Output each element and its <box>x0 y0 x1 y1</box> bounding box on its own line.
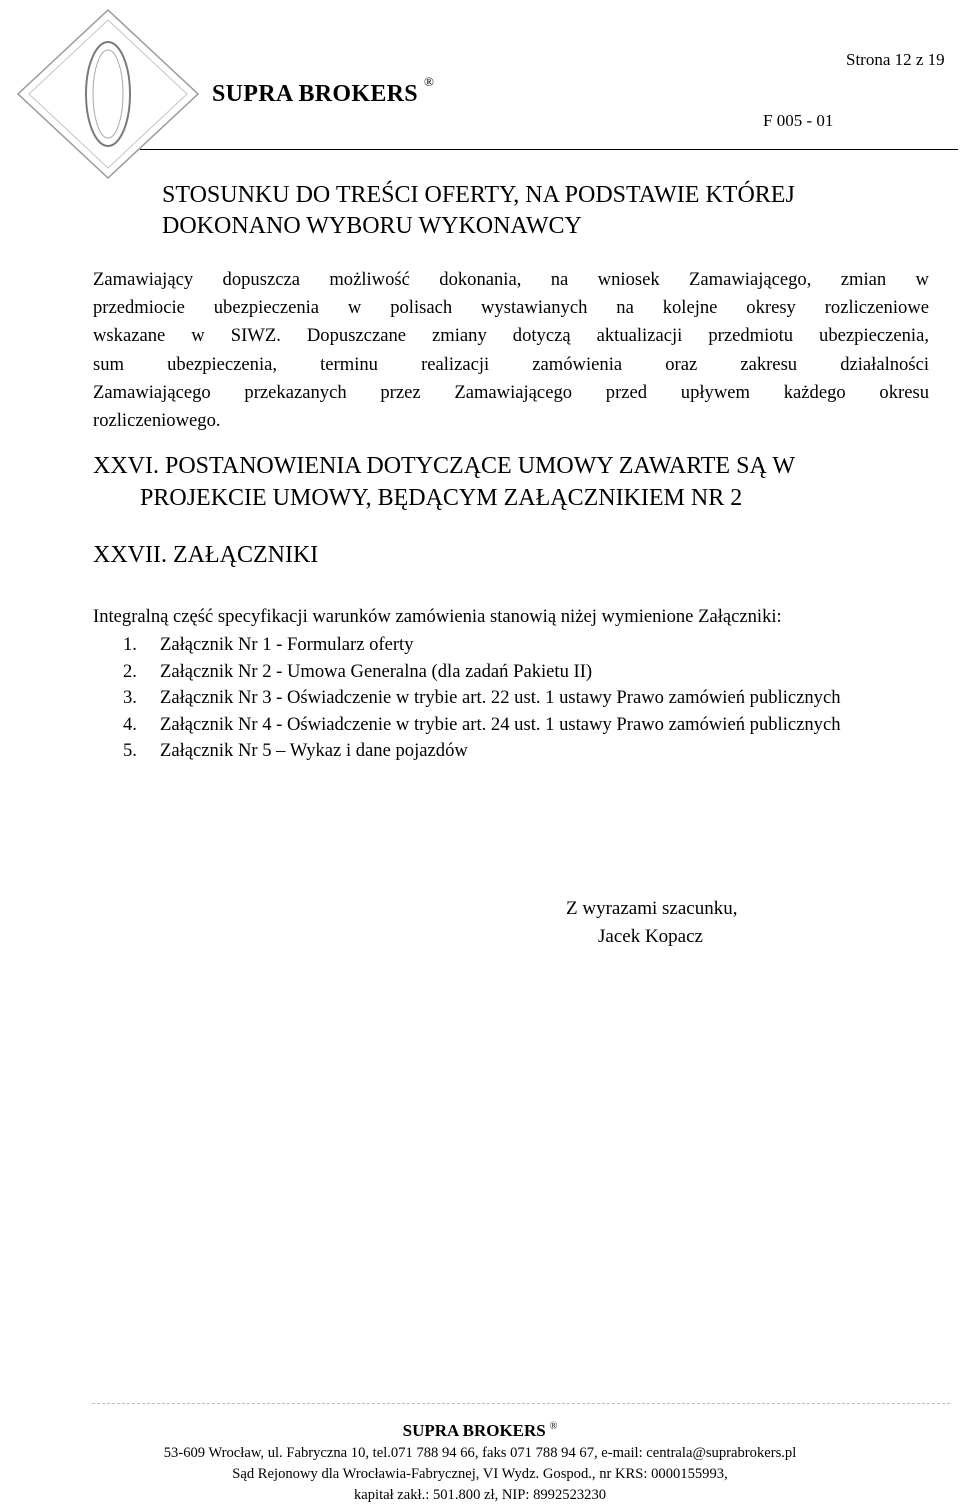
list-item <box>93 712 913 739</box>
list-item-number: 4. <box>123 713 137 735</box>
header-divider <box>140 149 958 150</box>
footer-capital-tax: kapitał zakł.: 501.800 zł, NIP: 8992523230 <box>353 1487 607 1503</box>
attachments-list <box>93 632 913 765</box>
section-xxvi-line-2: PROJEKCIE UMOWY, BĘDĄCYM ZAŁĄCZNIKIEM NR 2 <box>140 484 743 511</box>
footer-brand: SUPRA BROKERS ® <box>402 1421 558 1440</box>
section-xxvi-heading <box>93 451 795 514</box>
form-code: F 005 - 01 <box>763 111 834 130</box>
attachments-intro: Integralną część specyfikacji warunków zamówienia stanowią niżej wymienione Załączniki: <box>93 606 782 627</box>
paragraph-line: Zamawiający dopuszcza możliwość dokonania, na wniosek Zamawiającego, zmian w <box>93 269 929 290</box>
list-item <box>93 738 913 765</box>
signatory-name: Jacek Kopacz <box>598 926 703 947</box>
paragraph-line: wskazane w SIWZ. Dopuszczane zmiany dotyczą aktualizacji przedmiotu ubezpieczenia, <box>93 325 929 347</box>
amendment-paragraph <box>93 266 929 435</box>
paragraph-line: przedmiocie ubezpieczenia w polisach wystawianych na kolejne okresy rozliczeniowe <box>93 297 929 319</box>
list-item-text: Załącznik Nr 4 - Oświadczenie w trybie art. 24 ust. 1 ustawy Prawo zamówień publicznych <box>160 713 841 735</box>
section-heading-line-1: STOSUNKU DO TREŚCI OFERTY, NA PODSTAWIE KTÓREJ <box>162 182 795 208</box>
footer-registered-mark: ® <box>549 1421 558 1433</box>
header-brand: SUPRA BROKERS ® <box>212 74 435 107</box>
footer-address: 53-609 Wrocław, ul. Fabryczna 10, tel.071 788 94 66, faks 071 788 94 67, e-mail: centrala@suprabrokers.pl <box>163 1445 797 1461</box>
list-item-number: 3. <box>123 687 137 709</box>
company-logo-icon <box>14 4 202 184</box>
paragraph-line: rozliczeniowego. <box>93 409 221 431</box>
section-xxvii-heading: XXVII. ZAŁĄCZNIKI <box>93 542 319 568</box>
list-item <box>93 659 913 686</box>
registered-mark: ® <box>423 74 435 89</box>
list-item-number: 2. <box>123 660 137 682</box>
paragraph-line: Zamawiającego przekazanych przez Zamawiającego przed upływem każdego okresu <box>93 381 929 403</box>
footer-court-registration: Sąd Rejonowy dla Wrocławia-Fabrycznej, VI Wydz. Gospod., nr KRS: 0000155993, <box>232 1466 728 1482</box>
section-heading <box>162 180 795 242</box>
closing-signature <box>566 895 737 951</box>
list-item-text: Załącznik Nr 5 – Wykaz i dane pojazdów <box>160 740 468 762</box>
list-item-number: 5. <box>123 740 137 762</box>
list-item-text: Załącznik Nr 3 - Oświadczenie w trybie art. 22 ust. 1 ustawy Prawo zamówień publicznych <box>160 687 841 709</box>
section-xxvi-line-1: XXVI. POSTANOWIENIA DOTYCZĄCE UMOWY ZAWARTE SĄ W <box>93 453 795 479</box>
section-heading-line-2: DOKONANO WYBORU WYKONAWCY <box>162 213 582 239</box>
list-item-text: Załącznik Nr 2 - Umowa Generalna (dla zadań Pakietu II) <box>160 660 593 682</box>
list-item <box>93 685 913 712</box>
list-item-text: Załącznik Nr 1 - Formularz oferty <box>160 634 414 655</box>
page-number: Strona 12 z 19 <box>846 50 945 69</box>
list-item-number: 1. <box>123 634 137 655</box>
footer-divider <box>92 1403 950 1404</box>
list-item <box>93 632 913 659</box>
closing-greeting: Z wyrazami szacunku, <box>566 898 738 919</box>
paragraph-line: sum ubezpieczenia, terminu realizacji zamówienia oraz zakresu działalności <box>93 353 929 375</box>
